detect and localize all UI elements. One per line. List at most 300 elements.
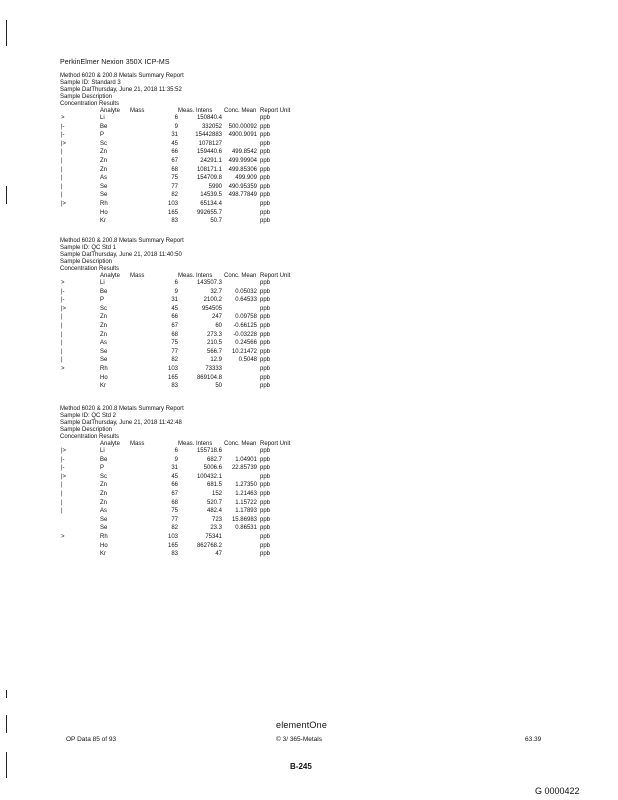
meas-intens-cell: 150840.4 bbox=[196, 115, 222, 121]
table-body bbox=[60, 115, 271, 227]
table-body bbox=[60, 280, 271, 392]
conc-mean-cell: -0.66125 bbox=[233, 322, 257, 329]
meas-intens-cell: 210.5 bbox=[206, 340, 222, 347]
row-marker: |> bbox=[61, 140, 67, 147]
header-report-unit: Report Unit bbox=[260, 441, 291, 447]
table-row bbox=[60, 533, 271, 543]
meas-intens-cell: 681.5 bbox=[206, 482, 222, 489]
analyte-cell: Zn bbox=[100, 314, 108, 321]
table-row bbox=[60, 297, 271, 306]
footer-right-text: 63.39 bbox=[525, 736, 542, 743]
report-unit-cell: ppb bbox=[260, 508, 271, 515]
header-meas-intens: Meas. Intens bbox=[178, 273, 213, 279]
mass-cell: 82 bbox=[171, 192, 178, 199]
table-row bbox=[60, 448, 271, 457]
conc-mean-cell: 1.04901 bbox=[235, 456, 257, 463]
mass-cell: 67 bbox=[171, 490, 178, 497]
table-row bbox=[60, 365, 271, 375]
analyte-cell: P bbox=[100, 297, 105, 304]
analyte-cell: Ho bbox=[100, 209, 108, 216]
row-marker: > bbox=[61, 280, 65, 286]
meas-intens-cell: 723 bbox=[211, 516, 222, 523]
table-row bbox=[60, 192, 271, 201]
meas-intens-cell: 73333 bbox=[205, 365, 222, 372]
report-unit-cell: ppb bbox=[260, 482, 271, 489]
header-report-unit: Report Unit bbox=[260, 108, 291, 114]
row-marker: | bbox=[61, 175, 63, 182]
row-marker: | bbox=[61, 348, 63, 355]
conc-mean-cell: 0.05032 bbox=[235, 288, 257, 295]
report-unit-cell: ppb bbox=[260, 340, 271, 347]
report-unit-cell: ppb bbox=[260, 209, 271, 216]
meas-intens-cell: 24291.1 bbox=[200, 157, 222, 164]
report-unit-cell: ppb bbox=[260, 473, 271, 480]
table-row bbox=[60, 175, 271, 184]
sample-date: Sample DatThursday, June 21, 2018 11:35:52 bbox=[60, 87, 182, 93]
report-unit-cell: ppb bbox=[260, 357, 271, 364]
meas-intens-cell: 566.7 bbox=[206, 348, 222, 355]
row-marker: | bbox=[61, 331, 63, 338]
table-row bbox=[60, 482, 271, 491]
meas-intens-cell: 2100.2 bbox=[203, 297, 222, 304]
footer-left-text: OP Data 85 of 93 bbox=[66, 736, 117, 743]
mass-cell: 6 bbox=[174, 280, 178, 286]
report-unit-cell: ppb bbox=[260, 175, 271, 182]
header-analyte: Analyte bbox=[100, 273, 121, 279]
report-unit-cell: ppb bbox=[260, 297, 271, 304]
report-unit-cell: ppb bbox=[260, 525, 271, 532]
report-unit-cell: ppb bbox=[260, 465, 271, 472]
conc-mean-cell: 1.17893 bbox=[235, 508, 257, 515]
row-marker: | bbox=[61, 322, 63, 329]
report-unit-cell: ppb bbox=[260, 551, 271, 558]
conc-mean-cell: 0.24566 bbox=[235, 340, 257, 347]
analyte-cell: Sc bbox=[100, 473, 108, 480]
table-row bbox=[60, 157, 271, 167]
meas-intens-cell: 332052 bbox=[201, 123, 222, 130]
report-unit-cell: ppb bbox=[260, 533, 271, 540]
table-row bbox=[60, 331, 271, 341]
analyte-cell: Li bbox=[100, 448, 105, 454]
mass-cell: 45 bbox=[171, 140, 178, 147]
header-mass: Mass bbox=[130, 108, 145, 114]
report-unit-cell: ppb bbox=[260, 331, 271, 338]
mass-cell: 68 bbox=[171, 499, 178, 506]
mass-cell: 66 bbox=[171, 149, 178, 156]
meas-intens-cell: 12.9 bbox=[210, 357, 222, 364]
conc-mean-cell: 22.85739 bbox=[231, 465, 257, 472]
analyte-cell: Kr bbox=[100, 218, 106, 225]
mass-cell: 6 bbox=[174, 115, 178, 121]
mass-cell: 6 bbox=[174, 448, 178, 454]
scan-bracket bbox=[6, 752, 9, 778]
report-unit-cell: ppb bbox=[260, 374, 271, 381]
column-header-row bbox=[60, 441, 291, 448]
row-marker: | bbox=[61, 490, 63, 497]
report-unit-cell: ppb bbox=[260, 542, 271, 549]
analyte-cell: Li bbox=[100, 280, 105, 286]
table-row bbox=[60, 149, 271, 158]
report-unit-cell: ppb bbox=[260, 192, 271, 199]
report-unit-cell: ppb bbox=[260, 348, 271, 355]
table-row bbox=[60, 140, 271, 150]
report-unit-cell: ppb bbox=[260, 314, 271, 321]
sample-description: Sample Description bbox=[60, 259, 113, 265]
report-unit-cell: ppb bbox=[260, 149, 271, 156]
analyte-cell: Kr bbox=[100, 383, 106, 390]
meas-intens-cell: 273.3 bbox=[206, 331, 222, 338]
meas-intens-cell: 100432.1 bbox=[196, 473, 222, 480]
conc-mean-cell: 499.8542 bbox=[231, 149, 257, 156]
analyte-cell: Rh bbox=[100, 200, 108, 207]
meas-intens-cell: 60 bbox=[215, 322, 222, 329]
conc-mean-cell: 490.95359 bbox=[228, 183, 257, 190]
meas-intens-cell: 247 bbox=[211, 314, 222, 321]
mass-cell: 67 bbox=[171, 157, 178, 164]
concentration-results: Concentration Results bbox=[60, 101, 120, 107]
analyte-cell: Kr bbox=[100, 551, 106, 558]
row-marker: > bbox=[61, 115, 65, 121]
row-marker: | bbox=[61, 508, 63, 515]
row-marker: |> bbox=[61, 200, 67, 207]
header-conc-mean: Conc. Mean bbox=[224, 108, 257, 114]
analyte-cell: Sc bbox=[100, 140, 108, 147]
meas-intens-cell: 1078127 bbox=[198, 140, 222, 147]
table-row bbox=[60, 357, 271, 366]
meas-intens-cell: 152 bbox=[211, 490, 222, 497]
analyte-cell: Zn bbox=[100, 490, 108, 497]
scan-bracket bbox=[6, 186, 9, 204]
page-title: PerkinElmer Nexion 350X ICP-MS bbox=[60, 59, 170, 66]
analyte-cell: Zn bbox=[100, 157, 108, 164]
table-row bbox=[60, 314, 271, 323]
document-id: G 0000422 bbox=[535, 786, 580, 796]
analyte-cell: Zn bbox=[100, 166, 108, 173]
meas-intens-cell: 682.7 bbox=[206, 456, 222, 463]
conc-mean-cell: 498.77849 bbox=[228, 192, 257, 199]
mass-cell: 31 bbox=[171, 465, 178, 472]
scan-bracket bbox=[6, 20, 9, 46]
mass-cell: 9 bbox=[174, 123, 178, 130]
conc-mean-cell: 0.64533 bbox=[235, 297, 257, 304]
report-unit-cell: ppb bbox=[260, 456, 271, 463]
column-header-row bbox=[60, 108, 291, 115]
conc-mean-cell: 1.21463 bbox=[235, 490, 257, 497]
mass-cell: 83 bbox=[171, 551, 178, 558]
conc-mean-cell: 1.15722 bbox=[235, 499, 257, 506]
scan-bracket bbox=[6, 690, 9, 698]
sample-id: Sample ID: QC Std 1 bbox=[60, 245, 117, 251]
table-row bbox=[60, 525, 271, 534]
table-row bbox=[60, 132, 271, 141]
sample-description: Sample Description bbox=[60, 94, 113, 100]
mass-cell: 83 bbox=[171, 383, 178, 390]
mass-cell: 9 bbox=[174, 456, 178, 463]
header-conc-mean: Conc. Mean bbox=[224, 441, 257, 447]
report-unit-cell: ppb bbox=[260, 516, 271, 523]
meas-intens-cell: 50 bbox=[215, 383, 222, 390]
meas-intens-cell: 954505 bbox=[201, 305, 222, 312]
report-unit-cell: ppb bbox=[260, 499, 271, 506]
report-unit-cell: ppb bbox=[260, 140, 271, 147]
conc-mean-cell: 0.5048 bbox=[238, 357, 257, 364]
mass-cell: 165 bbox=[167, 209, 178, 216]
mass-cell: 67 bbox=[171, 322, 178, 329]
table-row bbox=[60, 465, 271, 474]
conc-mean-cell: 10.21472 bbox=[231, 348, 257, 355]
analyte-cell: As bbox=[100, 508, 108, 515]
row-marker: > bbox=[61, 533, 65, 540]
analyte-cell: Zn bbox=[100, 331, 108, 338]
table-row bbox=[60, 508, 271, 517]
analyte-cell: P bbox=[100, 132, 105, 139]
analyte-cell: Be bbox=[100, 456, 108, 463]
mass-cell: 45 bbox=[171, 473, 178, 480]
report-unit-cell: ppb bbox=[260, 288, 271, 295]
conc-mean-cell: 0.86531 bbox=[235, 525, 257, 532]
row-marker: | bbox=[61, 149, 63, 156]
table-row bbox=[60, 348, 271, 358]
report-unit-cell: ppb bbox=[260, 132, 271, 139]
mass-cell: 82 bbox=[171, 357, 178, 364]
analyte-cell: Ho bbox=[100, 542, 108, 549]
mass-cell: 66 bbox=[171, 314, 178, 321]
sample-id: Sample ID: Standard 3 bbox=[60, 80, 121, 86]
mass-cell: 68 bbox=[171, 166, 178, 173]
analyte-cell: Li bbox=[100, 115, 105, 121]
analyte-cell: Ho bbox=[100, 374, 108, 381]
header-mass: Mass bbox=[130, 441, 145, 447]
mass-cell: 103 bbox=[167, 365, 178, 372]
conc-mean-cell: 499.909 bbox=[235, 175, 257, 182]
meas-intens-cell: 14539.5 bbox=[200, 192, 222, 199]
row-marker: | bbox=[61, 340, 63, 347]
report-unit-cell: ppb bbox=[260, 365, 271, 372]
sample-description: Sample Description bbox=[60, 427, 113, 433]
mass-cell: 83 bbox=[171, 218, 178, 225]
report-unit-cell: ppb bbox=[260, 183, 271, 190]
report-section-3 bbox=[60, 406, 291, 560]
report-unit-cell: ppb bbox=[260, 123, 271, 130]
analyte-cell: Zn bbox=[100, 499, 108, 506]
row-marker: | bbox=[61, 499, 63, 506]
table-row bbox=[60, 542, 271, 552]
header-meas-intens: Meas. Intens bbox=[178, 108, 213, 114]
row-marker: |- bbox=[61, 288, 65, 295]
table-row bbox=[60, 322, 271, 332]
analyte-cell: P bbox=[100, 465, 105, 472]
meas-intens-cell: 108171.1 bbox=[196, 166, 222, 173]
conc-mean-cell: 1.27350 bbox=[235, 482, 257, 489]
conc-mean-cell: 499.85306 bbox=[228, 166, 257, 173]
report-unit-cell: ppb bbox=[260, 448, 271, 454]
row-marker: |- bbox=[61, 132, 65, 139]
meas-intens-cell: 154709.8 bbox=[196, 175, 222, 182]
method-line: Method 6020 & 200.8 Metals Summary Report bbox=[60, 406, 184, 412]
meas-intens-cell: 47 bbox=[215, 551, 222, 558]
analyte-cell: Se bbox=[100, 525, 108, 532]
mass-cell: 165 bbox=[167, 542, 178, 549]
table-row bbox=[60, 473, 271, 483]
table-row bbox=[60, 218, 271, 227]
header-conc-mean: Conc. Mean bbox=[224, 273, 257, 279]
mass-cell: 103 bbox=[167, 533, 178, 540]
mass-cell: 103 bbox=[167, 200, 178, 207]
mass-cell: 68 bbox=[171, 331, 178, 338]
analyte-cell: Rh bbox=[100, 533, 108, 540]
mass-cell: 77 bbox=[171, 348, 178, 355]
mass-cell: 77 bbox=[171, 183, 178, 190]
table-row bbox=[60, 115, 271, 124]
report-section-2 bbox=[60, 238, 291, 392]
meas-intens-cell: 869104.8 bbox=[196, 374, 222, 381]
analyte-cell: Be bbox=[100, 123, 108, 130]
mass-cell: 165 bbox=[167, 374, 178, 381]
table-row bbox=[60, 499, 271, 509]
conc-mean-cell: 499.99904 bbox=[228, 157, 257, 164]
report-unit-cell: ppb bbox=[260, 280, 271, 286]
mass-cell: 82 bbox=[171, 525, 178, 532]
row-marker: |> bbox=[61, 448, 67, 454]
meas-intens-cell: 143507.3 bbox=[196, 280, 222, 286]
row-marker: | bbox=[61, 314, 63, 321]
mass-cell: 75 bbox=[171, 340, 178, 347]
row-marker: |> bbox=[61, 305, 67, 312]
table-row bbox=[60, 280, 271, 289]
meas-intens-cell: 15442883 bbox=[195, 132, 222, 139]
table-body bbox=[60, 448, 271, 560]
column-header-row bbox=[60, 273, 291, 280]
analyte-cell: Se bbox=[100, 192, 108, 199]
row-marker: |> bbox=[61, 473, 67, 480]
table-row bbox=[60, 200, 271, 210]
analyte-cell: Se bbox=[100, 516, 108, 523]
sample-id: Sample ID: QC Std 2 bbox=[60, 413, 117, 419]
conc-mean-cell: -0.03228 bbox=[233, 331, 257, 338]
meas-intens-cell: 5006.6 bbox=[203, 465, 222, 472]
meas-intens-cell: 159440.6 bbox=[196, 149, 222, 156]
table-row bbox=[60, 288, 271, 298]
table-row bbox=[60, 123, 271, 133]
analyte-cell: Zn bbox=[100, 322, 108, 329]
row-marker: | bbox=[61, 357, 63, 364]
report-unit-cell: ppb bbox=[260, 383, 271, 390]
report-unit-cell: ppb bbox=[260, 115, 271, 121]
table-row bbox=[60, 516, 271, 526]
row-marker: |- bbox=[61, 456, 65, 463]
report-unit-cell: ppb bbox=[260, 305, 271, 312]
table-row bbox=[60, 551, 271, 560]
table-row bbox=[60, 183, 271, 193]
elementone-logo: elementOne bbox=[276, 720, 328, 730]
footer-center-text: © 3/ 365-Metals bbox=[276, 736, 322, 743]
meas-intens-cell: 65134.4 bbox=[200, 200, 222, 207]
analyte-cell: Zn bbox=[100, 482, 108, 489]
table-row bbox=[60, 490, 271, 500]
meas-intens-cell: 482.4 bbox=[206, 508, 222, 515]
table-row bbox=[60, 456, 271, 466]
mass-cell: 75 bbox=[171, 175, 178, 182]
concentration-results: Concentration Results bbox=[60, 434, 120, 440]
meas-intens-cell: 862768.2 bbox=[196, 542, 222, 549]
meas-intens-cell: 155718.6 bbox=[196, 448, 222, 454]
conc-mean-cell: 0.09758 bbox=[235, 314, 257, 321]
row-marker: | bbox=[61, 166, 63, 173]
analyte-cell: Rh bbox=[100, 365, 108, 372]
method-line: Method 6020 & 200.8 Metals Summary Report bbox=[60, 238, 184, 244]
report-section-1 bbox=[60, 73, 291, 227]
row-marker: | bbox=[61, 157, 63, 164]
meas-intens-cell: 5990 bbox=[208, 183, 222, 190]
meas-intens-cell: 992655.7 bbox=[196, 209, 222, 216]
report-unit-cell: ppb bbox=[260, 322, 271, 329]
analyte-cell: As bbox=[100, 175, 108, 182]
concentration-results: Concentration Results bbox=[60, 266, 120, 272]
conc-mean-cell: 4900.9091 bbox=[228, 132, 257, 139]
header-meas-intens: Meas. Intens bbox=[178, 441, 213, 447]
conc-mean-cell: 500.00092 bbox=[228, 123, 257, 130]
report-unit-cell: ppb bbox=[260, 200, 271, 207]
report-unit-cell: ppb bbox=[260, 490, 271, 497]
analyte-cell: Se bbox=[100, 348, 108, 355]
report-unit-cell: ppb bbox=[260, 166, 271, 173]
mass-cell: 66 bbox=[171, 482, 178, 489]
meas-intens-cell: 50.7 bbox=[210, 218, 222, 225]
table-row bbox=[60, 374, 271, 384]
table-row bbox=[60, 305, 271, 315]
header-mass: Mass bbox=[130, 273, 145, 279]
header-analyte: Analyte bbox=[100, 441, 121, 447]
row-marker: | bbox=[61, 192, 63, 199]
meas-intens-cell: 23.3 bbox=[210, 525, 222, 532]
sample-date: Sample DatThursday, June 21, 2018 11:40:50 bbox=[60, 252, 182, 258]
meas-intens-cell: 75341 bbox=[205, 533, 222, 540]
analyte-cell: Be bbox=[100, 288, 108, 295]
analyte-cell: Se bbox=[100, 357, 108, 364]
meas-intens-cell: 32.7 bbox=[210, 288, 222, 295]
row-marker: |- bbox=[61, 123, 65, 130]
table-row bbox=[60, 383, 271, 392]
scan-bracket bbox=[6, 715, 9, 733]
analyte-cell: Zn bbox=[100, 149, 108, 156]
mass-cell: 31 bbox=[171, 297, 178, 304]
row-marker: | bbox=[61, 183, 63, 190]
meas-intens-cell: 520.7 bbox=[206, 499, 222, 506]
row-marker: |- bbox=[61, 297, 65, 304]
row-marker: | bbox=[61, 482, 63, 489]
table-row bbox=[60, 209, 271, 219]
table-row bbox=[60, 340, 271, 349]
analyte-cell: Sc bbox=[100, 305, 108, 312]
header-report-unit: Report Unit bbox=[260, 273, 291, 279]
report-unit-cell: ppb bbox=[260, 218, 271, 225]
mass-cell: 9 bbox=[174, 288, 178, 295]
conc-mean-cell: 15.86983 bbox=[231, 516, 257, 523]
method-line: Method 6020 & 200.8 Metals Summary Report bbox=[60, 73, 184, 79]
header-analyte: Analyte bbox=[100, 108, 121, 114]
row-marker: > bbox=[61, 365, 65, 372]
mass-cell: 77 bbox=[171, 516, 178, 523]
table-row bbox=[60, 166, 271, 176]
analyte-cell: Se bbox=[100, 183, 108, 190]
report-unit-cell: ppb bbox=[260, 157, 271, 164]
page-number: B-245 bbox=[290, 762, 312, 771]
sample-date: Sample DatThursday, June 21, 2018 11:42:48 bbox=[60, 420, 182, 426]
row-marker: |- bbox=[61, 465, 65, 472]
mass-cell: 45 bbox=[171, 305, 178, 312]
analyte-cell: As bbox=[100, 340, 108, 347]
mass-cell: 31 bbox=[171, 132, 178, 139]
